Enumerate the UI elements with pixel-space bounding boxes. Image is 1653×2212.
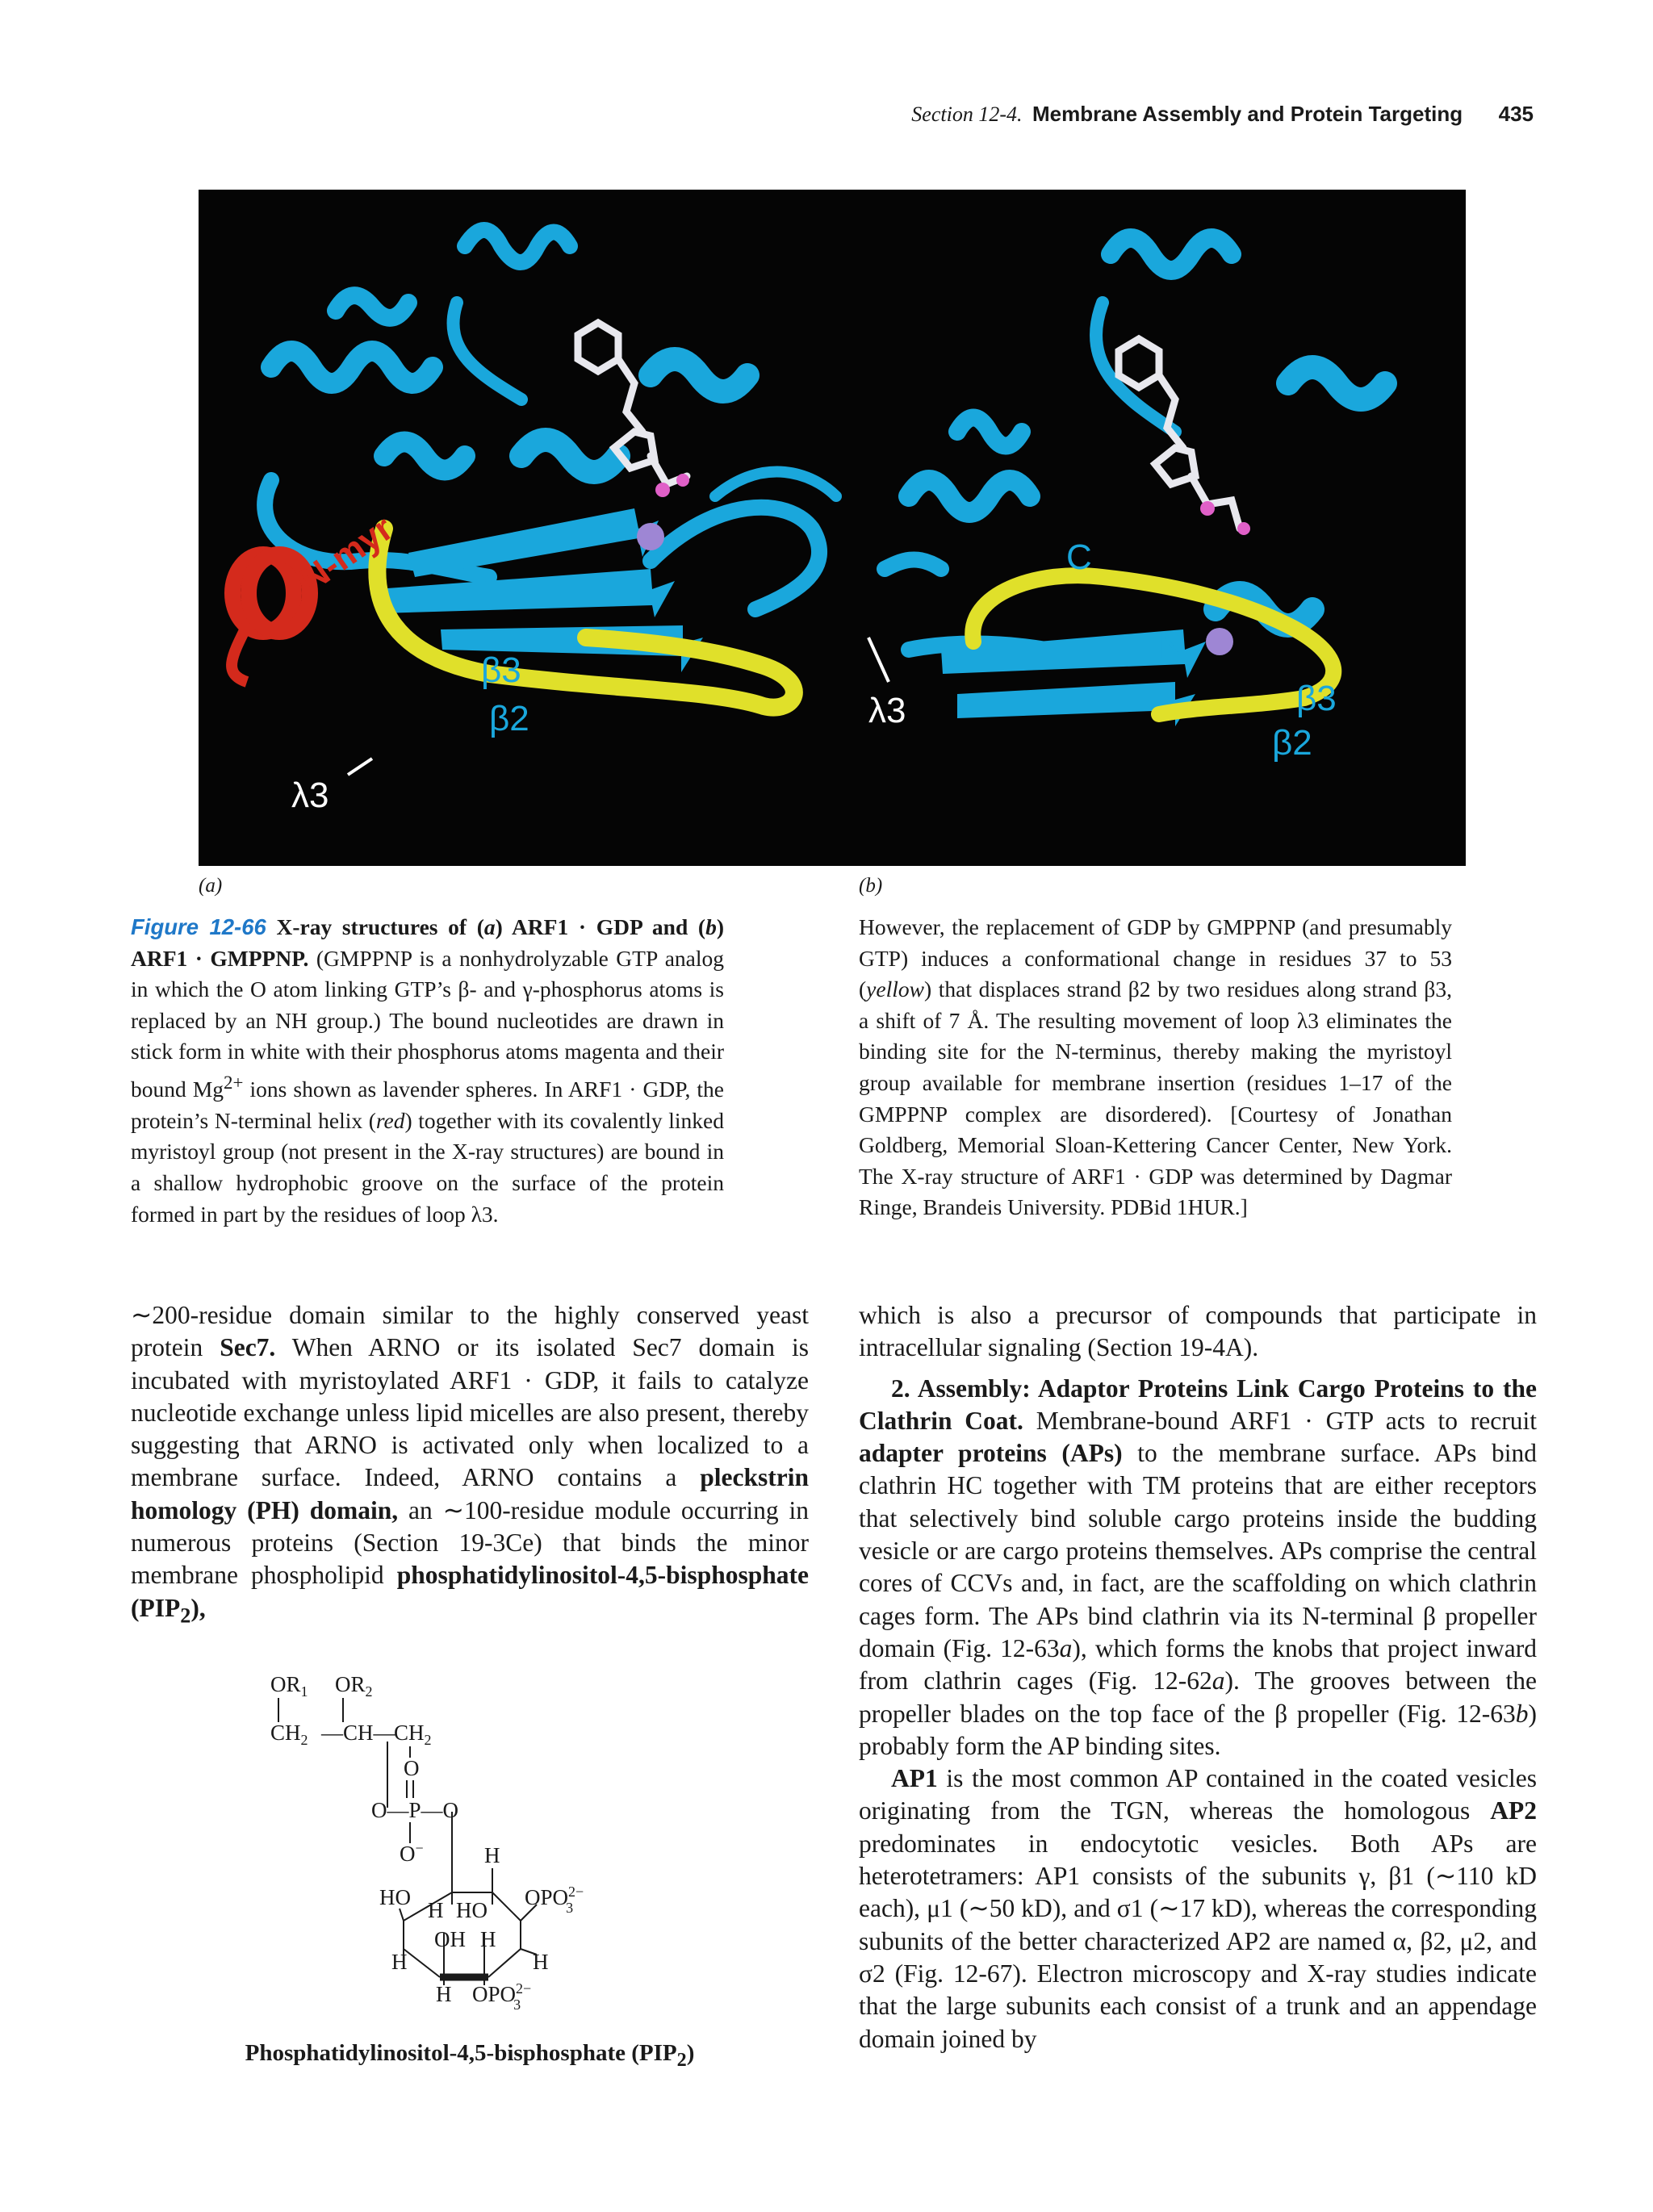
svg-text:H: H: [480, 1927, 496, 1951]
page-number: 435: [1498, 102, 1534, 126]
svg-text:O—P—O: O—P—O: [371, 1798, 459, 1822]
svg-text:CH2: $CH_2$: [270, 1721, 308, 1748]
panel-a-structure: [232, 230, 836, 815]
section-title: Membrane Assembly and Protein Targeting: [1032, 102, 1463, 126]
n-myr-label: N-myr: [293, 508, 400, 600]
svg-text:H: H: [391, 1950, 408, 1974]
figure-number: Figure 12-66: [131, 914, 266, 939]
svg-text:H: H: [533, 1950, 549, 1974]
svg-text:H: H: [428, 1898, 444, 1922]
svg-text:OR1: $OR_1$: [270, 1672, 308, 1700]
c-terminus-label: C: [1066, 537, 1092, 577]
panel-b-structure: [868, 238, 1385, 763]
figure-caption-left: [131, 912, 724, 1230]
svg-text:O−: O−: [400, 1840, 424, 1866]
beta2-label-b: β2: [1272, 723, 1312, 763]
panel-b-label: (b): [859, 875, 883, 897]
n-terminus-label: N: [1159, 626, 1185, 666]
svg-text:OPO2−3: $OPO^{2-}$ 3: [525, 1884, 584, 1916]
ribbon-diagrams: [199, 190, 1466, 866]
svg-text:OH: OH: [434, 1927, 466, 1951]
running-head: [726, 102, 1534, 127]
panel-a-label: (a): [199, 875, 223, 897]
svg-text:HO: HO: [379, 1885, 411, 1909]
chemical-structure-diagram: [258, 1662, 678, 2013]
section-label: Section 12-4.: [911, 102, 1023, 126]
body-column-left: [131, 1299, 809, 1632]
protein-structure-figure: [199, 190, 1466, 866]
beta3-label-a: β3: [481, 650, 521, 690]
svg-text:OPO2−3: $OPO^{2-}$ 3: [472, 1980, 532, 2013]
mg-ion-sphere: [637, 523, 664, 550]
svg-text:O: O: [404, 1756, 420, 1780]
paragraph: AP1 is the most common AP contained in the coated vesicles originating from the TGN, whereas the homologous AP2 predominates in endocytotic vesicles. Both APs are heterotetramers: AP1 consists of the subunits γ, β1 (∼110 kD each), μ1 (∼50 kD), and σ1 (∼17 kD), whereas the corresponding subunits of the better characterized AP2 are named α, β2, μ2, and σ2 (Fig. 12-67). Electron microscopy and X-ray studies indicate that the large subunits each consist of a trunk and an appendage domain joined by: [859, 1764, 1537, 2053]
lambda3-label-b: λ3: [868, 691, 906, 730]
structure-caption: Phosphatidylinositol-4,5-bisphosphate $(PIP_2)$: [245, 2040, 695, 2071]
beta2-label-a: β2: [489, 699, 529, 738]
svg-text:HO: HO: [456, 1898, 488, 1922]
paragraph: 2. Assembly: Adaptor Proteins Link Cargo Proteins to the Clathrin Coat. Membrane-bound ARF1 · GTP acts to recruit adapter proteins (APs) to the membrane surface. APs bind clathrin HC together with TM proteins that are either receptors that selectively bind soluble cargo proteins inside the budding vesicle or are cargo proteins themselves. APs comprise the central cores of CCVs and, in fact, are the scaffolding on which clathrin cages form. The APs bind clathrin via its N-terminal β propeller domain (Fig. 12-63a), which forms the knobs that project inward from clathrin cages (Fig. 12-62a). The grooves between the propeller blades on the top face of the β propeller (Fig. 12-63b) probably form the AP binding sites.: [859, 1374, 1538, 1760]
figure-caption-right: However, the replacement of GDP by GMPPNP (and presumably GTP) induces a conformational change in residues 37 to 53 (yellow) that displaces strand β2 by two residues along strand β3, a shift of 7 Å. The resulting movement of loop λ3 eliminates the binding site for the N-terminus, thereby making the myristoyl group available for membrane insertion (residues 1–17 of the GMPPNP complex are disordered). [Courtesy of Jonathan Goldberg, Memorial Sloan-Kettering Cancer Center, New York. The X-ray structure of ARF1 · GDP was determined by Dagmar Ringe, Brandeis University. PDBid 1HUR.]: [859, 914, 1452, 1220]
svg-text:—CH—: —CH—: [321, 1721, 395, 1745]
figure-title: X-ray structures of (a) ARF1 · GDP and (b) ARF1 · GMPPNP.: [131, 914, 724, 971]
svg-text:H: H: [484, 1843, 500, 1867]
body-column-right: [859, 1299, 1537, 2055]
mg-ion-sphere-b: [1206, 628, 1233, 655]
svg-text:OR2: $OR_2$: [335, 1672, 373, 1700]
paragraph: which is also a precursor of compounds that participate in intracellular signaling (Section 19-4A).: [859, 1301, 1537, 1362]
paragraph: ∼200-residue domain similar to the highly conserved yeast protein Sec7. When ARNO or its isolated Sec7 domain is incubated with myristoylated ARF1 · GDP, it fails to catalyze nucleotide exchange unless lipid micelles are also present, thereby suggesting that ARNO is activated only when localized to a membrane surface. Indeed, ARNO contains a pleckstrin homology (PH) domain, an ∼100-residue module occurring in numerous proteins (Section 19-3Ce) that binds the minor membrane phospholipid phosphatidylinositol-4,5-bisphosphate $(PIP_2)$,: [131, 1301, 810, 1627]
beta3-label-b: β3: [1296, 679, 1337, 718]
svg-text:CH2: $CH_2$: [394, 1721, 432, 1748]
lambda3-label-a: λ3: [291, 776, 329, 815]
caption-text: (GMPPNP is a nonhydrolyzable GTP analog in which the O atom linking GTP’s β- and γ-phosphorus atoms is replaced by an NH group.) The bound nucleotides are drawn in stick form in white with their phosphorus atoms magenta and their bound $Mg^{2+}$ ions shown as lavender spheres. In ARF1 · GDP, the protein’s N-terminal helix (red) together with its covalently linked myristoyl group (not present in the X-ray structures) are bound in a shallow hydrophobic groove on the surface of the protein formed in part by the residues of loop λ3.: [131, 945, 725, 1227]
svg-text:H: H: [436, 1982, 452, 2006]
pip2-structure: [258, 1662, 678, 2013]
